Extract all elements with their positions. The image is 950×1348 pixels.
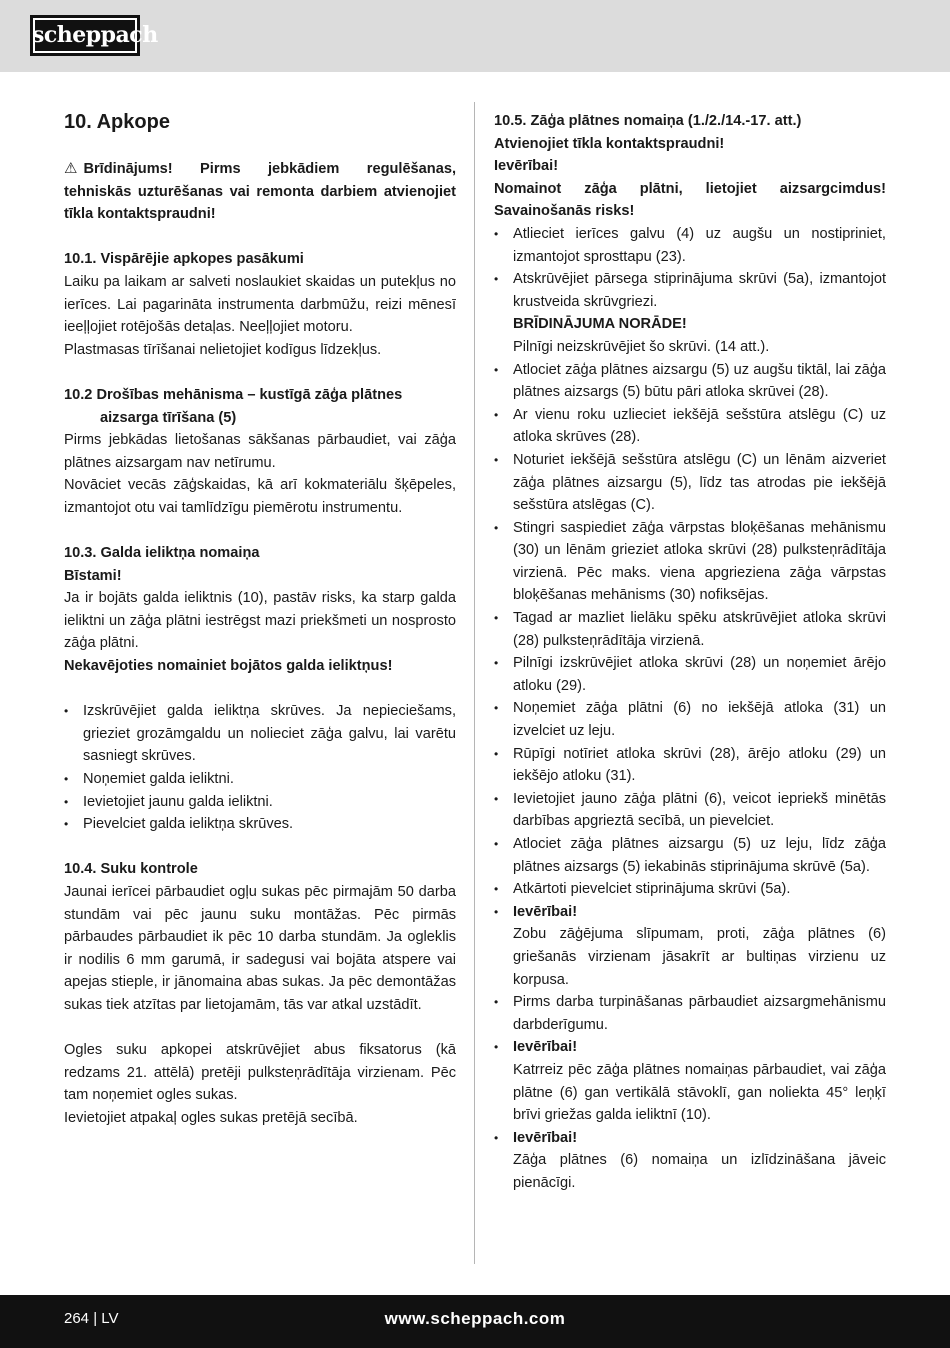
warning-triangle-icon: ⚠ [64, 160, 78, 177]
paragraph: Plastmasas tīrīšanai nelietojiet kodīgus līdzekļus. [64, 341, 382, 358]
list-item: • Atlociet zāģa plātnes aizsargu (5) uz augšu tiktāl, lai zāģa plātnes aizsargs (5) būtu pāri atloka skrūvei (28). [494, 359, 886, 404]
right-column [494, 110, 886, 1195]
page-footer [0, 1295, 950, 1348]
warning-text: Brīdinājums! Pirms jebkādiem regulēšanas, tehniskās uzturēšanas vai remonta darbiem atvienojiet tīkla kontaktspraudni! [64, 161, 456, 223]
note-text: Zobu zāģējuma slīpumam, proti, zāģa plātnes (6) griešanās virzienam jāsakrīt ar bultiņas virzienu uz korpusa. [513, 926, 886, 988]
list-item: • Izskrūvējiet galda ieliktņa skrūves. Ja nepieciešams, grieziet grozāmgaldu un nolieciet zāģa galvu, lai varētu sasniegt skrūves. [64, 700, 456, 768]
list-item: • Atskrūvējiet pārsega stiprinājuma skrūvi (5a), izmantojot krustveida skrūvgriezi. BRĪDINĀJUMA NORĀDE! Pilnīgi neizskrūvējiet šo skrūvi. (14 att.). [494, 268, 886, 358]
list-item: • Pirms darba turpināšanas pārbaudiet aizsargmehānismu darbderīgumu. [494, 991, 886, 1036]
note-text: Katrreiz pēc zāģa plātnes nomaiņas pārbaudiet, vai zāģa plātne (6) gan vertikālā stāvoklī, gan noliekta 45° leņķī brīvi griežas galda ieliktnī (10). [513, 1061, 886, 1124]
list-item: • Pilnīgi izskrūvējiet atloka skrūvi (28) un noņemiet ārējo atloku (29). [494, 652, 886, 697]
list-item: • Ievietojiet jaunu galda ieliktni. [64, 791, 456, 814]
list-item: • Tagad ar mazliet lielāku spēku atskrūvējiet atloka skrūvi (28) pulksteņrādītāja virzienā. [494, 607, 886, 652]
list-item: • Ievērībai! Zobu zāģējuma slīpumam, proti, zāģa plātnes (6) griešanās virzienam jāsakrīt ar bultiņas virzienu uz korpusa. [494, 901, 886, 991]
paragraph: Ogles suku apkopei atskrūvējiet abus fiksatorus (kā redzams 21. attēlā) pretēji pulksteņrādītāja virzienam. Pēc tam noņemiet ogles sukas. [64, 1042, 456, 1104]
subsection-title-10-3: 10.3. Galda ieliktņa nomaiņa [64, 545, 260, 562]
brand-logo: scheppach [30, 15, 140, 56]
left-column [64, 110, 456, 1130]
list-item: • Noņemiet zāģa plātni (6) no iekšējā atloka (31) un izvelciet uz leju. [494, 697, 886, 742]
list-item: • Stingri saspiediet zāģa vārpstas bloķēšanas mehānismu (30) un lēnām grieziet atloka skrūvi (28) pulksteņrādītāja virzienā. Pēc maks. viena apgrieziena zāģa vārpstas bloķēšanas mehānisms (30) nofiksējas. [494, 517, 886, 607]
bullet-list [494, 223, 886, 1195]
bold-paragraph: Ievērībai! [494, 158, 559, 175]
list-item: • Atkārtoti pievelciet stiprinājuma skrūvi (5a). [494, 878, 886, 901]
list-item: • Rūpīgi notīriet atloka skrūvi (28), ārējo atloku (29) un iekšējo atloku (31). [494, 743, 886, 788]
page-header [0, 0, 950, 72]
website-link[interactable]: www.scheppach.com [384, 1309, 566, 1328]
section-title: 10. Apkope [64, 111, 170, 133]
note-text: Zāģa plātnes (6) nomaiņa un izlīdzināšana jāveic pienācīgi. [513, 1152, 886, 1191]
subsection-title-line: aizsarga tīrīšana (5) [100, 409, 237, 426]
list-item: • Pievelciet galda ieliktņa skrūves. [64, 813, 456, 836]
bold-paragraph: Atvienojiet tīkla kontaktspraudni! [494, 135, 725, 152]
warning-note-text: Pilnīgi neizskrūvējiet šo skrūvi. (14 att.). [513, 338, 770, 355]
subsection-title-10-2 [64, 384, 456, 429]
paragraph: Ievietojiet atpakaļ ogles sukas pretējā secībā. [64, 1109, 358, 1126]
warning-note-title: BRĪDINĀJUMA NORĀDE! [513, 316, 687, 333]
subsection-title-10-1: 10.1. Vispārējie apkopes pasākumi [64, 251, 304, 268]
paragraph: Novāciet vecās zāģskaidas, kā arī kokmateriālu šķēpeles, izmantojot otu vai tamlīdzīgu piemērotu instrumentu. [64, 477, 456, 516]
subsection-title-10-4: 10.4. Suku kontrole [64, 861, 198, 878]
subsection-title-line: 10.2 Drošības mehānisma – kustīgā zāģa plātnes [64, 386, 403, 403]
paragraph: Jaunai ierīcei pārbaudiet ogļu sukas pēc pirmajām 50 darba stundām vai pēc jaunu suku montāžas. Pēc pirmās pārbaudes pārbaudiet ik pēc 10 darba stundām. Ja ogleklis ir nodilis 6 mm garumā, ir sadegusi vai bojāta atspere vai apejas stieple, ir jānomaina abas sukas. Ja pēc demontāžas sukas tiek atzītas par lietojamām, tās var atkal uzstādīt. [64, 884, 456, 1013]
bullet-list [64, 700, 456, 836]
bold-paragraph: Nekavējoties nomainiet bojātos galda ieliktņus! [64, 658, 393, 675]
page-number: 264 | LV [64, 1310, 119, 1327]
column-divider [474, 102, 475, 1264]
bold-paragraph: Nomainot zāģa plātni, lietojiet aizsargcimdus! Savainošanās risks! [494, 180, 886, 220]
list-item: • Ar vienu roku uzlieciet iekšējā sešstūra atslēgu (C) uz atloka skrūves (28). [494, 404, 886, 449]
list-item: • Atlieciet ierīces galvu (4) uz augšu un nostipriniet, izmantojot sprosttapu (23). [494, 223, 886, 268]
danger-label: Bīstami! [64, 567, 122, 584]
paragraph: Pirms jebkādas lietošanas sākšanas pārbaudiet, vai zāģa plātnes aizsargam nav netīrumu. [64, 432, 456, 471]
list-item: • Atlociet zāģa plātnes aizsargu (5) uz leju, līdz zāģa plātnes aizsargs (5) iekabinās stiprinājuma skrūvē (5a). [494, 833, 886, 878]
list-item: • Noņemiet galda ieliktni. [64, 768, 456, 791]
subsection-title-10-5: 10.5. Zāģa plātnes nomaiņa (1./2./14.-17. att.) [494, 113, 802, 129]
paragraph: Laiku pa laikam ar salveti noslaukiet skaidas un putekļus no ierīces. Lai pagarināta instrumenta darbmūžu, reizi mēnesī ieeļļojiet rotējošās detaļas. Neeļļojiet motoru. [64, 273, 456, 336]
list-item: • Noturiet iekšējā sešstūra atslēgu (C) un lēnām aizveriet zāģa plātnes aizsargu (5), līdz tas atrodas pie iekšējā sešstūra atslēgas (C). [494, 449, 886, 517]
list-item: • Ievērībai! Katrreiz pēc zāģa plātnes nomaiņas pārbaudiet, vai zāģa plātne (6) gan vertikālā stāvoklī, gan noliekta 45° leņķī brīvi griežas galda ieliktnī (10). [494, 1036, 886, 1126]
list-item: • Ievērībai! Zāģa plātnes (6) nomaiņa un izlīdzināšana jāveic pienācīgi. [494, 1127, 886, 1195]
paragraph: Ja ir bojāts galda ieliktnis (10), pastāv risks, ka starp galda ieliktni un zāģa plātni iestrēgst mazi priekšmeti un nosprosto zāģa plātni. [64, 590, 456, 652]
list-item: • Ievietojiet jauno zāģa plātni (6), veicot iepriekš minētās darbības apgrieztā secībā, un pievelciet. [494, 788, 886, 833]
warning-paragraph [64, 158, 456, 226]
